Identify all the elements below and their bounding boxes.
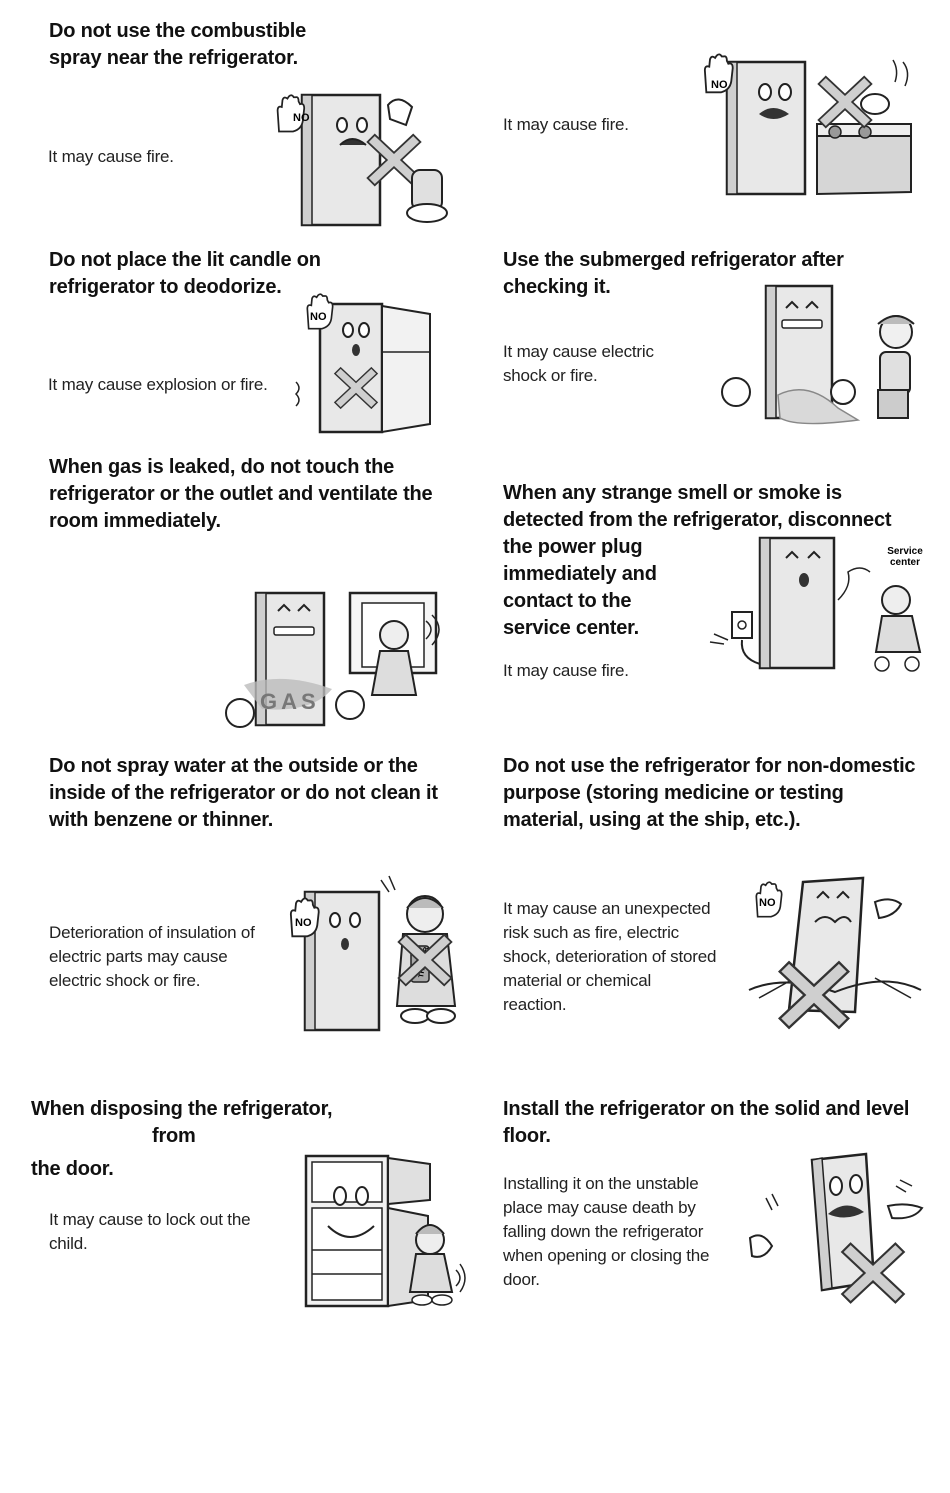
body-line: reaction. <box>503 995 567 1014</box>
body-line: It may cause electric <box>503 342 654 361</box>
heading-line: Do not spray water at the outside or the <box>49 755 418 777</box>
no-badge-label: NO <box>310 311 327 323</box>
service-center-label-line: center <box>889 557 921 568</box>
body-line: falling down the refrigerator <box>503 1222 704 1241</box>
body-line: Installing it on the unstable <box>503 1174 699 1193</box>
body-line: It may cause to lock out the <box>49 1210 251 1229</box>
heading-line: When disposing the refrigerator, <box>31 1098 333 1120</box>
submerged-illustration <box>718 280 923 430</box>
heading-line: When any strange smell or smoke is <box>503 482 842 504</box>
body-line: shock, deterioration of stored <box>503 947 717 966</box>
heading-line: Install the refrigerator on the solid and level <box>503 1098 910 1120</box>
service-center-label-line: Service <box>887 546 923 557</box>
floor-warning-text <box>503 1172 709 1292</box>
heading-line: from <box>152 1125 196 1147</box>
candle-warning-heading <box>49 247 321 301</box>
heading-line: refrigerator or the outlet and ventilate the <box>49 483 433 505</box>
heading-line: inside of the refrigerator or do not clean it <box>49 782 438 804</box>
body-line: child. <box>49 1234 88 1253</box>
stove-warning-text: It may cause fire. <box>503 115 629 134</box>
body-line: door. <box>503 1270 540 1289</box>
heading-line: service center. <box>503 617 639 639</box>
body-line: risk such as fire, electric <box>503 923 679 942</box>
body-line: Deterioration of insulation of <box>49 923 255 942</box>
body-line: place may cause death by <box>503 1198 696 1217</box>
heading-line: When gas is leaked, do not touch the <box>49 456 395 478</box>
gas-warning-heading <box>49 454 433 535</box>
heading-line: the power plug <box>503 536 643 558</box>
spray-warning-heading <box>49 18 306 72</box>
no-badge-label: NO <box>293 112 310 124</box>
heading-line: spray near the refrigerator. <box>49 47 298 69</box>
body-line: electric parts may cause <box>49 947 228 966</box>
body-line: when opening or closing the <box>503 1246 710 1265</box>
heading-line: checking it. <box>503 276 611 298</box>
heading-line: room immediately. <box>49 510 221 532</box>
body-line: electric shock or fire. <box>49 971 201 990</box>
floor-warning-heading <box>503 1096 909 1150</box>
no-badge-label: NO <box>711 79 728 91</box>
heading-line: material, using at the ship, etc.). <box>503 809 801 831</box>
no-badge-label: NO <box>759 897 776 909</box>
heading-line: the door. <box>31 1158 114 1180</box>
heading-line: refrigerator to deodorize. <box>49 276 282 298</box>
water-warning-heading <box>49 753 438 834</box>
nondomestic-warning-text <box>503 897 716 1017</box>
spray-warning-text: It may cause fire. <box>48 147 174 166</box>
smell-warning-text: It may cause fire. <box>503 661 629 680</box>
disposing-warning-text <box>49 1208 250 1256</box>
nondomestic-warning-heading <box>503 753 915 834</box>
heading-line: detected from the refrigerator, disconnect <box>503 509 892 531</box>
candle-illustration <box>290 292 440 437</box>
smell-illustration <box>700 530 935 678</box>
gas-label: GAS <box>260 689 320 714</box>
submerged-warning-text <box>503 340 654 388</box>
heading-line: Do not use the combustible <box>49 20 307 42</box>
water-warning-text <box>49 921 255 993</box>
heading-line: Do not place the lit candle on <box>49 249 321 271</box>
heading-line: immediately and <box>503 563 657 585</box>
heading-line: contact to the <box>503 590 632 612</box>
body-line: shock or fire. <box>503 366 598 385</box>
body-line: material or chemical <box>503 971 652 990</box>
nondomestic-illustration <box>745 872 925 1037</box>
spray-illustration <box>272 85 462 230</box>
no-badge-label: NO <box>295 917 312 929</box>
heading-line: with benzene or thinner. <box>49 809 274 831</box>
heading-line: floor. <box>503 1125 551 1147</box>
body-line: It may cause an unexpected <box>503 899 711 918</box>
heading-line: purpose (storing medicine or testing <box>503 782 844 804</box>
gas-illustration <box>222 585 450 735</box>
heading-line: Do not use the refrigerator for non-domestic <box>503 755 916 777</box>
heading-line: Use the submerged refrigerator after <box>503 249 844 271</box>
stove-illustration <box>685 52 925 200</box>
floor-illustration <box>742 1150 932 1315</box>
water-illustration <box>285 870 465 1040</box>
candle-warning-text: It may cause explosion or fire. <box>48 375 268 394</box>
disposing-illustration <box>300 1150 468 1310</box>
